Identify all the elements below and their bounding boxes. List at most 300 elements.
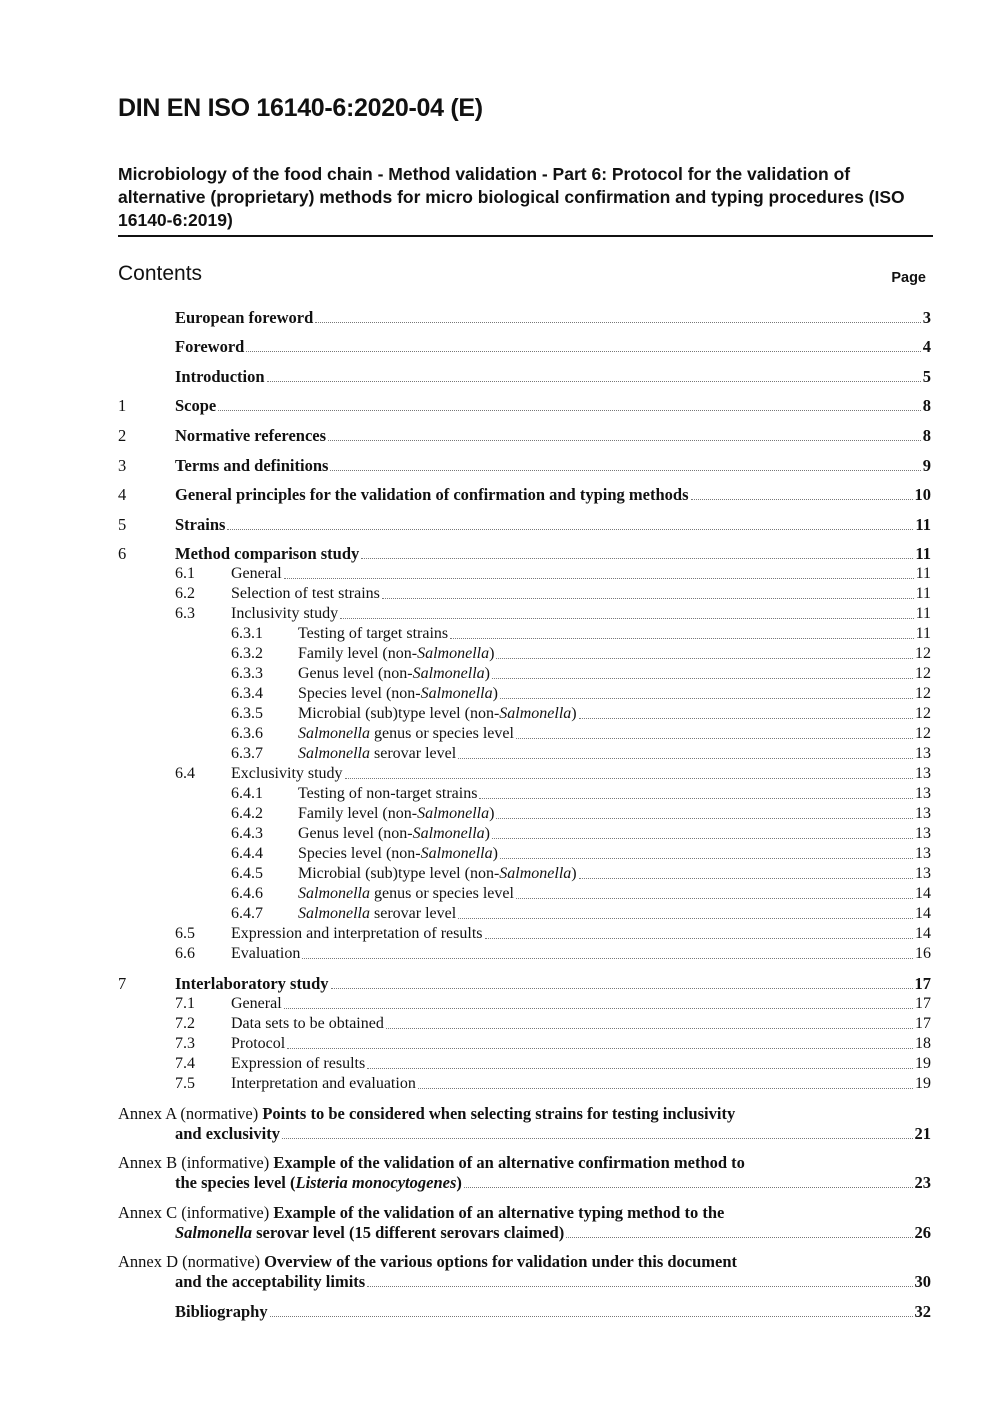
annex-title — [273, 1153, 745, 1172]
dot-leader — [340, 618, 913, 619]
toc-entry-line — [118, 884, 931, 904]
toc-section-number: 6.3.7 — [231, 745, 263, 763]
toc-entry-line — [118, 1054, 931, 1074]
toc-section-number: 6.4.1 — [231, 785, 263, 803]
toc-section-number: 6.3 — [175, 605, 195, 623]
toc-title-text: Example of the validation of an alternative confirmation method to — [273, 1153, 745, 1173]
toc-title-italic: Salmonella — [412, 825, 485, 843]
toc-page-number: 12 — [915, 645, 931, 663]
toc-entry[interactable] — [118, 1034, 931, 1054]
toc-entry-title[interactable] — [298, 684, 498, 704]
toc-page-number: 18 — [915, 1034, 931, 1052]
toc-title-text: Family level (non- — [298, 805, 418, 823]
annex-label: Annex B (informative) — [118, 1153, 274, 1173]
toc-entry-title[interactable] — [298, 804, 494, 824]
toc-page-number: 3 — [922, 307, 931, 327]
toc-entry-title[interactable] — [231, 1034, 285, 1054]
toc-title-text: Introduction — [175, 366, 265, 386]
toc-entry-title[interactable] — [231, 924, 483, 944]
toc-entry-line — [118, 944, 931, 964]
toc-title-italic: Salmonella — [499, 865, 572, 883]
dot-leader — [246, 351, 920, 352]
toc-page-number: 21 — [914, 1123, 931, 1143]
dot-leader — [566, 1237, 912, 1238]
dot-leader — [361, 558, 913, 559]
toc-section-number: 6.3.1 — [231, 625, 263, 643]
toc-title-italic: Salmonella — [420, 685, 493, 703]
toc-entry-title[interactable] — [298, 824, 490, 844]
toc-entry-title[interactable] — [231, 1074, 416, 1094]
toc-page-number: 9 — [922, 455, 931, 475]
page-column-heading: Page — [891, 270, 926, 286]
toc-entry-title[interactable] — [175, 367, 265, 387]
dot-leader — [367, 1286, 912, 1287]
toc-title-text: ) — [492, 845, 498, 863]
toc-entry-line — [118, 1014, 931, 1034]
toc-entry[interactable] — [118, 664, 931, 684]
toc-entry-line — [118, 604, 931, 624]
toc-entry-title[interactable] — [298, 864, 577, 884]
toc-section-number: 7.5 — [175, 1074, 195, 1092]
toc-title-text: General — [231, 565, 282, 583]
toc-entry[interactable] — [118, 604, 931, 624]
toc-section-number: 7.4 — [175, 1054, 195, 1072]
toc-title-italic: Salmonella — [412, 665, 485, 683]
toc-entry-line — [118, 644, 931, 664]
toc-title-text: General — [231, 994, 282, 1012]
toc-entry-line — [118, 485, 931, 505]
toc-entry-title[interactable] — [175, 308, 313, 328]
toc-entry-title[interactable] — [231, 564, 282, 584]
dot-leader — [500, 858, 913, 859]
annex-entry-body — [118, 1203, 931, 1243]
toc-entry[interactable] — [118, 1074, 931, 1094]
document-subtitle: Microbiology of the food chain - Method validation - Part 6: Protocol for the validation of alternative (proprietary) methods for micro biological confirmation and typing procedures (ISO 16140-6:2019) — [118, 163, 933, 237]
toc-page-number: 19 — [915, 1074, 931, 1092]
toc-section-number: 1 — [118, 396, 127, 416]
toc-entry[interactable] — [118, 624, 931, 644]
annex-entry-body — [118, 1153, 931, 1193]
toc-title-text: ) — [484, 665, 490, 683]
toc-page-number: 17 — [915, 1014, 931, 1032]
toc-page-number: 13 — [915, 765, 931, 783]
dot-leader — [382, 598, 914, 599]
dot-leader — [579, 878, 913, 879]
toc-title-text: Expression of results — [231, 1054, 366, 1072]
toc-title-text: serovar level (15 different serovars claimed) — [252, 1222, 565, 1242]
toc-entry-title[interactable] — [175, 544, 359, 564]
toc-entry-title[interactable] — [298, 744, 456, 764]
toc-title-italic: Salmonella — [417, 805, 490, 823]
toc-entry-title[interactable] — [298, 784, 477, 804]
toc-title-text: serovar level — [370, 745, 457, 763]
dot-leader — [367, 1068, 913, 1069]
annex-entry-body — [118, 1252, 931, 1292]
toc-page-number: 11 — [915, 625, 931, 643]
toc-title-text: European foreword — [175, 307, 314, 327]
annex-title-line1 — [118, 1153, 931, 1173]
toc-entry-title[interactable] — [231, 944, 300, 964]
toc-title-text: Method comparison study — [175, 544, 360, 564]
dot-leader — [516, 738, 913, 739]
toc-title-italic: Salmonella — [298, 905, 370, 923]
toc-entry-line — [118, 784, 931, 804]
annex-label: Annex A (normative) — [118, 1103, 263, 1123]
toc-page-number: 26 — [914, 1222, 931, 1242]
annex-title-continued — [175, 1173, 462, 1193]
toc-entry-line — [118, 764, 931, 784]
toc-page-number: 13 — [915, 745, 931, 763]
toc-title-text: and the acceptability limits — [175, 1272, 366, 1292]
toc-title-text: ) — [571, 705, 577, 723]
toc-page-number: 13 — [915, 805, 931, 823]
toc-page-number: 19 — [915, 1054, 931, 1072]
toc-page-number: 16 — [915, 945, 931, 963]
toc-entry-line — [118, 1074, 931, 1094]
toc-page-number: 5 — [922, 366, 931, 386]
toc-page-number: 11 — [915, 544, 931, 564]
toc-section-number: 6.4.5 — [231, 865, 263, 883]
toc-entry[interactable] — [118, 804, 931, 824]
toc-title-text: Overview of the various options for validation under this document — [264, 1252, 738, 1272]
toc-entry-line — [118, 994, 931, 1014]
toc-entry[interactable] — [118, 844, 931, 864]
dot-leader — [270, 1316, 913, 1317]
toc-title-text: Inclusivity study — [231, 605, 339, 623]
toc-section-number: 6.2 — [175, 585, 195, 603]
toc-page-number: 32 — [914, 1301, 931, 1321]
toc-entry-line — [118, 396, 931, 416]
toc-title-text: ) — [489, 805, 495, 823]
toc-entry-title[interactable] — [298, 724, 514, 744]
dot-leader — [284, 1008, 913, 1009]
dot-leader — [284, 578, 914, 579]
toc-title-text: Expression and interpretation of results — [231, 925, 483, 943]
toc-section-number: 7.3 — [175, 1034, 195, 1052]
toc-title-text: genus or species level — [370, 885, 514, 903]
toc-entry-title[interactable] — [175, 426, 326, 446]
toc-title-italic: Salmonella — [417, 645, 490, 663]
toc-title-text: Interlaboratory study — [175, 973, 329, 993]
annex-title — [264, 1252, 737, 1271]
toc-entry-title[interactable] — [298, 644, 494, 664]
toc-section-number: 6.3.2 — [231, 645, 263, 663]
toc-entry-line — [118, 704, 931, 724]
dot-leader — [496, 658, 913, 659]
toc-entry-annex[interactable] — [118, 1144, 931, 1194]
toc-entry-title[interactable] — [175, 396, 216, 416]
toc-page-number: 13 — [915, 825, 931, 843]
toc-title-text: Protocol — [231, 1034, 286, 1052]
toc-entry[interactable] — [118, 535, 931, 565]
toc-entry[interactable] — [118, 416, 931, 446]
toc-section-number: 3 — [118, 455, 127, 475]
dot-leader — [267, 381, 921, 382]
toc-page-number: 8 — [922, 425, 931, 445]
dot-leader — [458, 758, 913, 759]
toc-title-italic: Salmonella — [175, 1222, 253, 1242]
toc-entry[interactable] — [118, 904, 931, 924]
toc-entry-line — [118, 974, 931, 994]
toc-entry-line — [118, 724, 931, 744]
toc-entry-line — [118, 904, 931, 924]
dot-leader — [458, 918, 913, 919]
toc-entry[interactable] — [118, 704, 931, 724]
annex-title-line1 — [118, 1252, 931, 1272]
toc-section-number: 6.4.3 — [231, 825, 263, 843]
toc-entry-line — [118, 426, 931, 446]
toc-section-number: 6.1 — [175, 565, 195, 583]
toc-entry-line — [118, 584, 931, 604]
toc-section-number: 6 — [118, 544, 127, 564]
toc-entry-title[interactable] — [298, 884, 514, 904]
toc-entry-title[interactable] — [231, 604, 338, 624]
dot-leader — [500, 698, 913, 699]
toc-entry[interactable] — [118, 357, 931, 387]
toc-page-number: 30 — [914, 1272, 931, 1292]
toc-entry[interactable] — [118, 1292, 931, 1322]
toc-title-text: ) — [484, 825, 490, 843]
toc-section-number: 7 — [118, 973, 127, 993]
dot-leader — [287, 1048, 913, 1049]
dot-leader — [579, 718, 913, 719]
dot-leader — [218, 410, 921, 411]
toc-entry-title[interactable] — [175, 485, 689, 505]
toc-entry-title[interactable] — [175, 1302, 268, 1322]
toc-entry[interactable] — [118, 298, 931, 328]
toc-page-number: 14 — [915, 885, 931, 903]
annex-title — [262, 1104, 735, 1123]
toc-entry[interactable] — [118, 505, 931, 535]
toc-page-number: 13 — [915, 845, 931, 863]
toc-title-text: Microbial (sub)type level (non- — [298, 865, 500, 883]
toc-entry-title[interactable] — [298, 664, 490, 684]
toc-entry-line — [118, 337, 931, 357]
toc-title-text: and exclusivity — [175, 1123, 280, 1143]
toc-title-text: Interpretation and evaluation — [231, 1074, 416, 1092]
toc-page-number: 11 — [915, 605, 931, 623]
toc-title-italic: Salmonella — [298, 885, 370, 903]
toc-title-text: ) — [456, 1173, 462, 1193]
toc-entry[interactable] — [118, 584, 931, 604]
annex-title-line1 — [118, 1203, 931, 1223]
toc-entry-annex[interactable] — [118, 1193, 931, 1243]
dot-leader — [345, 778, 913, 779]
toc-section-number: 6.5 — [175, 925, 195, 943]
toc-title-italic: Salmonella — [298, 745, 370, 763]
toc-entry-line — [118, 744, 931, 764]
toc-section-number: 7.1 — [175, 994, 195, 1012]
toc-entry[interactable] — [118, 924, 931, 944]
annex-title-line2 — [118, 1272, 931, 1292]
toc-page-number: 17 — [915, 994, 931, 1012]
toc-entry-title[interactable] — [298, 704, 577, 724]
toc-entry-annex[interactable] — [118, 1094, 931, 1144]
toc-entry[interactable] — [118, 644, 931, 664]
dot-leader — [227, 529, 913, 530]
toc-entry-title[interactable] — [231, 584, 380, 604]
toc-entry[interactable] — [118, 884, 931, 904]
toc-section-number: 6.4.7 — [231, 905, 263, 923]
toc-entry-title[interactable] — [175, 974, 329, 994]
toc-title-text: Testing of target strains — [298, 625, 449, 643]
toc-entry-line — [118, 1302, 931, 1322]
toc-title-text: ) — [492, 685, 498, 703]
toc-entry[interactable] — [118, 387, 931, 417]
toc-page-number: 13 — [915, 785, 931, 803]
toc-section-number: 6.3.6 — [231, 725, 263, 743]
toc-title-text: serovar level — [370, 905, 457, 923]
toc-entry[interactable] — [118, 964, 931, 994]
toc-page-number: 14 — [915, 925, 931, 943]
toc-entry-title[interactable] — [298, 904, 456, 924]
toc-entry-line — [118, 515, 931, 535]
toc-title-text: General principles for the validation of confirmation and typing methods — [175, 485, 689, 505]
toc-entry[interactable] — [118, 724, 931, 744]
toc-section-number: 2 — [118, 425, 127, 445]
toc-title-italic: Salmonella — [499, 705, 572, 723]
toc-entry[interactable] — [118, 824, 931, 844]
annex-title-line2 — [118, 1124, 931, 1144]
toc-title-text: Family level (non- — [298, 645, 418, 663]
toc-title-text: Terms and definitions — [175, 455, 329, 475]
dot-leader — [330, 470, 920, 471]
toc-entry-line — [118, 1034, 931, 1054]
toc-entry-line — [118, 367, 931, 387]
toc-entry[interactable] — [118, 764, 931, 784]
toc-entry-line — [118, 684, 931, 704]
toc-section-number: 6.4 — [175, 765, 195, 783]
toc-entry[interactable] — [118, 684, 931, 704]
toc-page-number: 17 — [914, 973, 931, 993]
toc-entry-line — [118, 864, 931, 884]
toc-title-text: Selection of test strains — [231, 585, 380, 603]
toc-title-text: Data sets to be obtained — [231, 1014, 384, 1032]
toc-title-text: Foreword — [175, 337, 245, 357]
toc-page-number: 23 — [914, 1173, 931, 1193]
toc-title-text: Species level (non- — [298, 685, 421, 703]
toc-entry[interactable] — [118, 944, 931, 964]
toc-entry[interactable] — [118, 328, 931, 358]
toc-title-text: Species level (non- — [298, 845, 421, 863]
toc-entry-title[interactable] — [231, 994, 282, 1014]
toc-entry-annex[interactable] — [118, 1243, 931, 1293]
dot-leader — [315, 322, 920, 323]
toc-title-text: Bibliography — [175, 1301, 268, 1321]
toc-entry-title[interactable] — [231, 1054, 365, 1074]
toc-page-number: 11 — [915, 565, 931, 583]
annex-title-line2 — [118, 1223, 931, 1243]
toc-entry[interactable] — [118, 1054, 931, 1074]
document-id: DIN EN ISO 16140-6:2020-04 (E) — [118, 94, 483, 122]
toc-entry-title[interactable] — [231, 764, 343, 784]
toc-entry-line — [118, 844, 931, 864]
toc-title-text: Exclusivity study — [231, 765, 343, 783]
dot-leader — [328, 440, 921, 441]
annex-label: Annex D (normative) — [118, 1252, 265, 1272]
toc-entry[interactable] — [118, 784, 931, 804]
toc-title-text: Normative references — [175, 425, 327, 445]
toc-entry-title[interactable] — [298, 844, 498, 864]
dot-leader — [302, 958, 913, 959]
toc-title-text: Genus level (non- — [298, 665, 413, 683]
toc-section-number: 6.4.4 — [231, 845, 263, 863]
toc-entry[interactable] — [118, 476, 931, 506]
annex-title-continued — [175, 1124, 280, 1144]
toc-entry-title[interactable] — [231, 1014, 384, 1034]
toc-page-number: 12 — [915, 685, 931, 703]
toc-title-text: Strains — [175, 514, 226, 534]
toc-title-italic: Listeria monocytogenes — [295, 1173, 457, 1193]
toc-title-text: Genus level (non- — [298, 825, 413, 843]
toc-title-italic: Salmonella — [298, 725, 370, 743]
dot-leader — [691, 499, 913, 500]
toc-entry[interactable] — [118, 564, 931, 584]
toc-title-text: the species level ( — [175, 1173, 296, 1193]
toc-section-number: 6.3.3 — [231, 665, 263, 683]
toc-entry[interactable] — [118, 864, 931, 884]
toc-section-number: 6.4.6 — [231, 885, 263, 903]
toc-section-number: 6.4.2 — [231, 805, 263, 823]
toc-entry-title[interactable] — [175, 337, 244, 357]
toc-entry-title[interactable] — [175, 515, 225, 535]
dot-leader — [496, 818, 913, 819]
dot-leader — [492, 678, 913, 679]
dot-leader — [492, 838, 913, 839]
toc-entry[interactable] — [118, 744, 931, 764]
toc-entry-line — [118, 824, 931, 844]
toc-section-number: 6.6 — [175, 945, 195, 963]
dot-leader — [386, 1028, 913, 1029]
toc-title-text: genus or species level — [370, 725, 514, 743]
toc-entry[interactable] — [118, 1014, 931, 1034]
toc-entry-line — [118, 564, 931, 584]
toc-title-italic: Salmonella — [420, 845, 493, 863]
annex-title-continued — [175, 1272, 365, 1292]
toc-title-text: Points to be considered when selecting strains for testing inclusivity — [262, 1103, 736, 1123]
toc-page-number: 11 — [915, 514, 931, 534]
toc-title-text: Example of the validation of an alternative typing method to the — [273, 1202, 725, 1222]
toc-section-number: 7.2 — [175, 1014, 195, 1032]
annex-label: Annex C (informative) — [118, 1202, 274, 1222]
toc-page-number: 11 — [915, 585, 931, 603]
toc-entry[interactable] — [118, 994, 931, 1014]
toc-page-number: 8 — [922, 396, 931, 416]
toc-entry-title[interactable] — [175, 456, 328, 476]
dot-leader — [282, 1138, 913, 1139]
toc-entry-line — [118, 804, 931, 824]
toc-title-text: ) — [489, 645, 495, 663]
toc-section-number: 5 — [118, 514, 127, 534]
toc-entry-title[interactable] — [298, 624, 448, 644]
toc-page-number: 13 — [915, 865, 931, 883]
toc-entry[interactable] — [118, 446, 931, 476]
toc-section-number: 6.3.5 — [231, 705, 263, 723]
toc-page-number: 12 — [915, 725, 931, 743]
dot-leader — [485, 938, 914, 939]
contents-heading: Contents — [118, 262, 203, 285]
dot-leader — [331, 988, 913, 989]
toc-title-text: Scope — [175, 396, 217, 416]
toc-section-number: 4 — [118, 485, 127, 505]
toc-entry-line — [118, 664, 931, 684]
annex-title-line2 — [118, 1173, 931, 1193]
dot-leader — [450, 638, 913, 639]
toc-entry-line — [118, 924, 931, 944]
annex-entry-body — [118, 1104, 931, 1144]
toc-title-text: ) — [571, 865, 577, 883]
toc-title-text: Evaluation — [231, 945, 301, 963]
